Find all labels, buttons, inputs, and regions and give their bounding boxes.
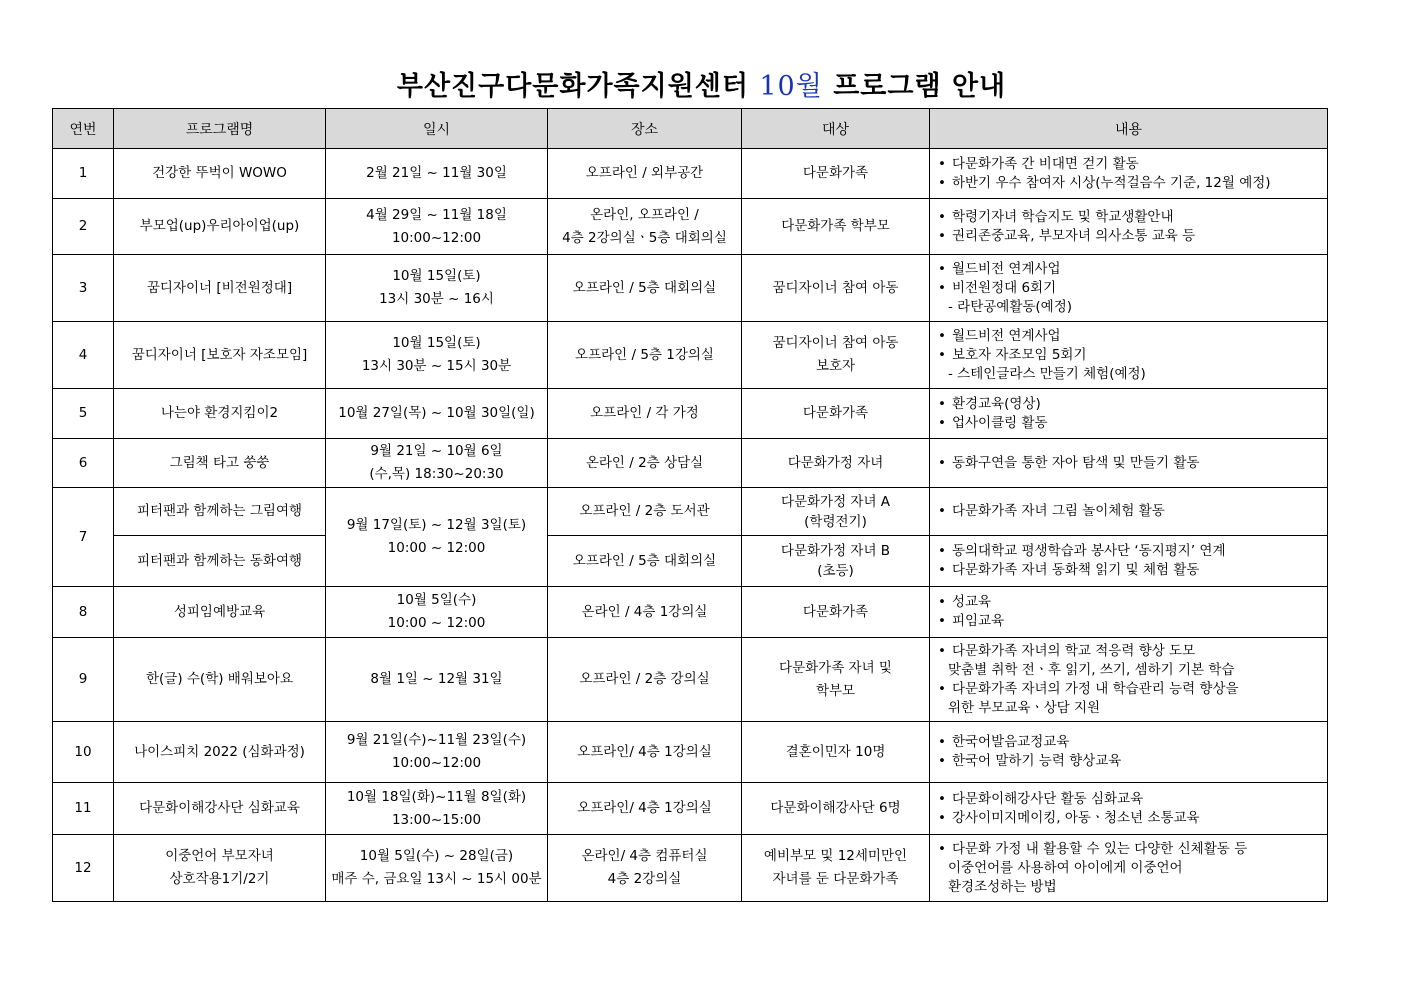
content-cell	[930, 488, 1328, 536]
program-target-line: 다문화가족 학부모	[781, 218, 890, 234]
header-target: 대상	[742, 109, 930, 149]
row-number-line: 10	[74, 743, 92, 760]
program-place	[548, 149, 742, 199]
program-date-line: 10월 5일(수)	[396, 592, 477, 608]
header-name: 프로그램명	[114, 109, 326, 149]
program-target-line: 다문화가족 자녀 및	[779, 659, 892, 676]
program-target	[742, 587, 930, 638]
program-place-line: 온라인 / 4층 1강의실	[581, 603, 708, 620]
row-number-line: 4	[78, 346, 88, 363]
content-bullet-item: • 피임교육	[938, 612, 1323, 631]
program-name-line: 피터팬과 함께하는 동화여행	[136, 552, 303, 569]
program-date-line: 10월 5일(수) ~ 28일(금)	[359, 848, 514, 864]
table-row	[53, 587, 1328, 638]
program-target	[742, 322, 930, 389]
content-cell	[930, 835, 1328, 902]
program-date-line: 10월 18일(화)~11월 8일(화)	[346, 788, 527, 805]
content-bullet-item: • 다문화가족 자녀 그림 놀이체험 활동	[938, 502, 1323, 521]
content-cell	[930, 149, 1328, 199]
program-name	[114, 255, 326, 322]
program-place	[548, 322, 742, 389]
program-place-line: 4층 2강의실ㆍ5층 대회의실	[562, 229, 727, 246]
row-number	[53, 722, 114, 783]
program-place	[548, 783, 742, 835]
row-number	[53, 638, 114, 722]
row-number	[53, 587, 114, 638]
program-date-line: 10월 15일(토)	[392, 268, 481, 284]
program-place-line: 오프라인 / 5층 1강의실	[575, 346, 714, 363]
program-name-line: 한(글) 수(학) 배워보아요	[145, 671, 294, 687]
program-place	[548, 255, 742, 322]
program-date-line: 10월 27일(목) ~ 10월 30일(일)	[338, 405, 535, 421]
content-sub-item: 환경조성하는 방법	[948, 878, 1057, 895]
program-place-line: 오프라인 / 외부공간	[585, 165, 704, 181]
program-target-line: 다문화가족	[802, 603, 869, 620]
program-table	[52, 108, 1328, 902]
table-body	[53, 149, 1328, 902]
row-number-line: 11	[74, 800, 92, 816]
program-place-line: 온라인, 오프라인 /	[590, 206, 699, 223]
content-bullet-item: • 업사이클링 활동	[938, 414, 1323, 433]
program-date	[326, 638, 548, 722]
program-name	[114, 638, 326, 722]
header-content: 내용	[930, 109, 1328, 149]
program-target	[742, 439, 930, 488]
content-bullet-item: • 보호자 자조모임 5회기	[938, 346, 1323, 365]
program-target-line: 꿈디자이너 참여 아동	[772, 335, 899, 351]
content-bullet-item: • 다문화가족 자녀의 가정 내 학습관리 능력 향상을	[938, 680, 1323, 699]
program-place	[548, 536, 742, 587]
program-place-line: 온라인 / 2층 상담실	[585, 454, 704, 471]
program-date-line: 13시 30분 ~ 16시	[379, 291, 494, 307]
program-date-line: 9월 21일(수)~11월 23일(수)	[346, 732, 527, 748]
row-number-line: 3	[78, 279, 88, 296]
row-number	[53, 439, 114, 488]
program-date-line: (수,목) 18:30~20:30	[369, 466, 504, 482]
content-bullet-item: • 하반기 우수 참여자 시상(누적걸음수 기준, 12월 예정)	[938, 174, 1323, 193]
program-target	[742, 149, 930, 199]
program-place	[548, 835, 742, 902]
row-number-line: 6	[78, 454, 88, 471]
program-date	[326, 322, 548, 389]
program-place-line: 오프라인 / 5층 대회의실	[572, 552, 717, 569]
content-bullet-item: • 비전원정대 6회기	[938, 279, 1323, 298]
content-bullet-item: • 동화구연을 통한 자아 탐색 및 만들기 활동	[938, 454, 1323, 473]
content-bullet-item: • 강사이미지메이킹, 아동ㆍ청소년 소통교육	[938, 809, 1323, 828]
program-date-line: 10월 15일(토)	[392, 335, 481, 351]
row-number	[53, 835, 114, 902]
program-place-line: 오프라인 / 2층 강의실	[579, 671, 710, 687]
content-bullet-item: • 다문화가족 자녀의 학교 적응력 향상 도모	[938, 642, 1323, 661]
content-cell	[930, 722, 1328, 783]
header-place: 장소	[548, 109, 742, 149]
title-prefix: 부산진구다문화가족지원센터	[396, 71, 749, 102]
program-date-line: 2월 21일 ~ 11월 30일	[366, 165, 507, 181]
row-number-line: 5	[78, 405, 88, 421]
program-target	[742, 536, 930, 587]
program-date	[326, 199, 548, 255]
program-target	[742, 835, 930, 902]
content-bullet-item: • 다문화가족 간 비대면 걷기 활동	[938, 155, 1323, 174]
program-date	[326, 587, 548, 638]
table-row	[53, 149, 1328, 199]
table-row	[53, 488, 1328, 536]
program-name-line: 부모업(up)우리아이업(up)	[139, 218, 300, 234]
program-name	[114, 722, 326, 783]
table-row	[53, 835, 1328, 902]
program-date	[326, 722, 548, 783]
program-place	[548, 439, 742, 488]
program-target-line: 보호자	[815, 358, 856, 374]
content-bullet-item: • 다문화 가정 내 활용할 수 있는 다양한 신체활동 등	[938, 840, 1323, 859]
content-bullet-item: • 한국어 말하기 능력 향상교육	[938, 752, 1323, 771]
program-target-line: 다문화이해강사단 6명	[770, 800, 901, 816]
program-place-line: 4층 2강의실	[607, 871, 682, 887]
program-target-line: 다문화가족	[802, 405, 869, 421]
program-place	[548, 587, 742, 638]
program-target-line: 학부모	[815, 682, 856, 699]
program-target-line: 다문화가정 자녀 A	[780, 493, 891, 510]
program-name-line: 피터팬과 함께하는 그림여행	[136, 503, 303, 519]
program-target-line: (학령전기)	[804, 513, 867, 530]
content-sub-item: 맞춤별 취학 전ㆍ후 읽기, 쓰기, 셈하기 기본 학습	[948, 661, 1235, 678]
program-date-line: 4월 29일 ~ 11월 18일	[366, 206, 507, 223]
content-cell	[930, 638, 1328, 722]
program-name-line: 나이스피치 2022 (심화과정)	[134, 743, 305, 760]
row-number	[53, 783, 114, 835]
table-row	[53, 255, 1328, 322]
content-bullet-item: • 한국어발음교정교육	[938, 733, 1323, 752]
content-bullet-item: • 다문화이해강사단 활동 심화교육	[938, 790, 1323, 809]
program-target-line: 다문화가족	[802, 165, 869, 181]
row-number-line: 8	[78, 603, 88, 620]
program-target	[742, 722, 930, 783]
table-row	[53, 638, 1328, 722]
row-number	[53, 255, 114, 322]
program-date-line: 13시 30분 ~ 15시 30분	[361, 358, 512, 374]
content-cell	[930, 439, 1328, 488]
header-date: 일시	[326, 109, 548, 149]
program-name	[114, 389, 326, 439]
program-date-line: 8월 1일 ~ 12월 31일	[370, 671, 503, 687]
content-cell	[930, 783, 1328, 835]
program-target-line: 예비부모 및 12세미만인	[763, 848, 908, 864]
program-name-line: 건강한 뚜벅이 WOWO	[152, 165, 287, 181]
content-cell	[930, 199, 1328, 255]
content-cell	[930, 536, 1328, 587]
program-place	[548, 638, 742, 722]
table-row	[53, 389, 1328, 439]
table-row	[53, 322, 1328, 389]
program-place	[548, 389, 742, 439]
program-target	[742, 783, 930, 835]
content-sub-item: 이중언어를 사용하여 아이에게 이중언어	[948, 859, 1183, 876]
program-date-line: 9월 21일 ~ 10월 6일	[370, 443, 503, 459]
program-date-line: 9월 17일(토) ~ 12월 3일(토)	[346, 517, 527, 533]
program-target-line: 꿈디자이너 참여 아동	[772, 279, 899, 296]
program-name	[114, 488, 326, 536]
table-row	[53, 199, 1328, 255]
program-name-line: 이중언어 부모자녀	[165, 848, 274, 864]
program-name-line: 상호작용1기/2기	[169, 871, 270, 887]
program-date-line: 10:00 ~ 12:00	[387, 615, 486, 631]
row-number-line: 1	[78, 165, 88, 181]
program-date	[326, 783, 548, 835]
program-target	[742, 255, 930, 322]
program-name	[114, 199, 326, 255]
program-name	[114, 322, 326, 389]
content-bullet-item: • 월드비전 연계사업	[938, 260, 1323, 279]
program-date	[326, 488, 548, 587]
program-date-line: 10:00 ~ 12:00	[387, 540, 486, 556]
content-bullet-item: • 권리존중교육, 부모자녀 의사소통 교육 등	[938, 227, 1323, 246]
header-no: 연번	[53, 109, 114, 149]
row-number	[53, 149, 114, 199]
program-date-line: 13:00~15:00	[391, 811, 482, 828]
program-target-line: 다문화가정 자녀	[787, 454, 884, 471]
program-place-line: 오프라인 / 각 가정	[590, 405, 699, 421]
program-name-line: 다문화이해강사단 심화교육	[139, 800, 300, 816]
row-number	[53, 322, 114, 389]
program-name	[114, 835, 326, 902]
content-bullet-item: • 성교육	[938, 593, 1323, 612]
program-name-line: 나는야 환경지킴이2	[160, 405, 279, 421]
content-bullet-item: • 학령기자녀 학습지도 및 학교생활안내	[938, 208, 1323, 227]
program-date	[326, 255, 548, 322]
program-target	[742, 389, 930, 439]
row-number	[53, 199, 114, 255]
program-place	[548, 722, 742, 783]
program-name-line: 성피임예방교육	[173, 603, 266, 620]
program-place-line: 오프라인/ 4층 1강의실	[577, 743, 712, 760]
program-target-line: 다문화가정 자녀 B	[780, 543, 891, 559]
program-date	[326, 439, 548, 488]
content-cell	[930, 322, 1328, 389]
content-bullet-item: • 다문화가족 자녀 동화책 읽기 및 체험 활동	[938, 561, 1323, 580]
program-place-line: 온라인/ 4층 컴퓨터실	[581, 848, 708, 864]
program-target	[742, 638, 930, 722]
program-target	[742, 488, 930, 536]
table-row	[53, 439, 1328, 488]
program-date	[326, 389, 548, 439]
program-date	[326, 149, 548, 199]
program-place	[548, 199, 742, 255]
program-target-line: (초등)	[817, 563, 854, 579]
program-name	[114, 587, 326, 638]
content-cell	[930, 389, 1328, 439]
row-number	[53, 488, 114, 587]
title-suffix: 프로그램 안내	[833, 71, 1007, 102]
program-place-line: 오프라인 / 2층 도서관	[579, 503, 710, 519]
row-number	[53, 389, 114, 439]
program-target	[742, 199, 930, 255]
content-sub-item: - 라탄공예활동(예정)	[948, 298, 1073, 315]
program-name-line: 꿈디자이너 [보호자 자조모임]	[131, 346, 308, 363]
row-number-line: 12	[74, 859, 92, 876]
content-bullet-item: • 환경교육(영상)	[938, 395, 1323, 414]
program-place-line: 오프라인/ 4층 1강의실	[577, 800, 712, 816]
program-date-line: 10:00~12:00	[391, 755, 482, 771]
program-name	[114, 439, 326, 488]
program-date-line: 매주 수, 금요일 13시 ~ 15시 00분	[331, 871, 542, 887]
content-cell	[930, 587, 1328, 638]
content-bullet-item: • 동의대학교 평생학습과 봉사단 ‘동지평지’ 연계	[938, 542, 1323, 561]
program-date	[326, 835, 548, 902]
program-target-line: 자녀를 둔 다문화가족	[772, 871, 899, 887]
program-place-line: 오프라인 / 5층 대회의실	[572, 279, 717, 296]
table-header-row	[53, 109, 1328, 149]
row-number-line: 7	[78, 528, 88, 545]
table-row	[53, 536, 1328, 587]
title-month: 10월	[759, 71, 823, 102]
program-date-line: 10:00~12:00	[391, 229, 482, 246]
content-cell	[930, 255, 1328, 322]
row-number-line: 9	[78, 671, 88, 687]
content-sub-item: 위한 부모교육ㆍ상담 지원	[948, 699, 1101, 716]
page-title	[0, 64, 1403, 103]
program-name	[114, 149, 326, 199]
program-target-line: 결혼이민자 10명	[785, 743, 886, 760]
content-sub-item: - 스테인글라스 만들기 체험(예정)	[948, 365, 1146, 382]
program-name-line: 꿈디자이너 [비전원정대]	[146, 279, 293, 296]
table-row	[53, 783, 1328, 835]
program-name	[114, 536, 326, 587]
row-number-line: 2	[78, 218, 88, 234]
program-name-line: 그림책 타고 쑹쑹	[169, 454, 270, 471]
content-bullet-item: • 월드비전 연계사업	[938, 327, 1323, 346]
table-row	[53, 722, 1328, 783]
program-place	[548, 488, 742, 536]
program-name	[114, 783, 326, 835]
